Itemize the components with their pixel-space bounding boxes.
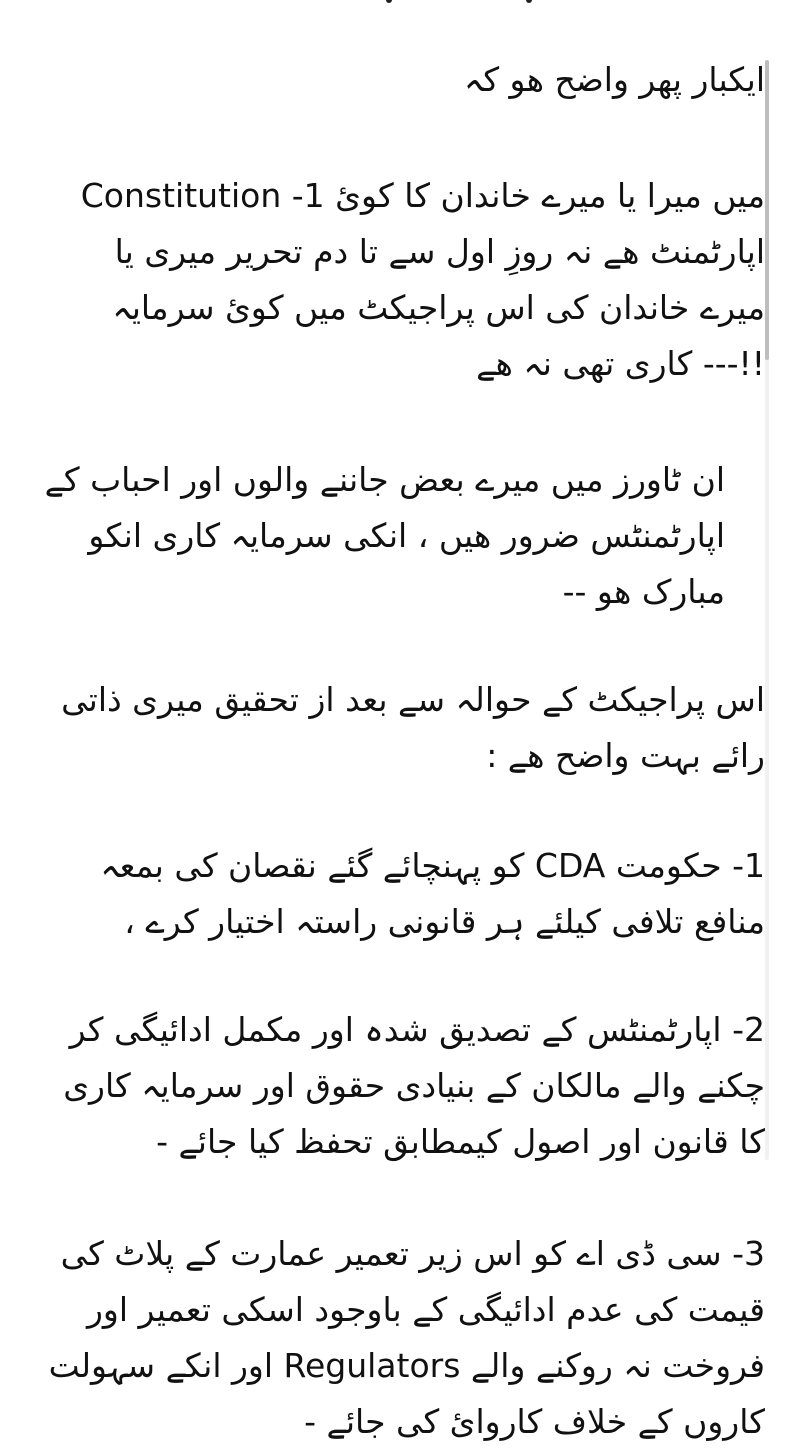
- top-dot-right: [526, 0, 532, 3]
- point-3: 3- سی ڈی اے کو اس زیر تعمیر عمارت کے پلاٹ کی قیمت کی عدم ادائیگی کے باوجود اسکی تعمیر اور فروخت نہ روکنے والے Regulators اور انکے سہولت کاروں کے خلاف کاروائ کی جائے -: [48, 1234, 765, 1441]
- scrollbar[interactable]: [765, 60, 769, 1160]
- document-body: [40, 40, 765, 1450]
- point-2: 2- اپارٹمنٹس کے تصدیق شدہ اور مکمل ادائیگی کر چکنے والے مالکان کے بنیادی حقوق اور سرمایہ کاری کا قانون اور اصول کیمطابق تحفظ کیا جائے -: [63, 1010, 765, 1161]
- heading-line: ایکبار پھر واضح ھو کہ: [463, 60, 765, 99]
- paragraph-opinion: اس پراجیکٹ کے حوالہ سے بعد از تحقیق میری ذاتی رائے بہت واضح ھے :: [61, 680, 765, 775]
- paragraph-constitution: Constitution -1 میں میرا یا میرے خاندان کا کوئ اپارٹمنٹ ھے نہ روزِ اول سے تا دم تحریر میری یا میرے خاندان کی اس پراجیکٹ میں کوئ سرمایہ کاری تھی نہ ھے ---!!: [80, 176, 765, 383]
- scrollbar-thumb[interactable]: [765, 60, 769, 360]
- top-dot-left: [386, 0, 392, 3]
- point-1: 1- حکومت CDA کو پہنچائے گئے نقصان کی بمعہ منافع تلافی کیلئے ہر قانونی راستہ اختیار کرے ،: [100, 846, 765, 941]
- paragraph-towers: ان ٹاورز میں میرے بعض جاننے والوں اور احباب کے اپارٹمنٹس ضرور ھیں ، انکی سرمایہ کاری انکو مبارک ھو --: [44, 460, 725, 611]
- top-edge-marks: [0, 0, 785, 10]
